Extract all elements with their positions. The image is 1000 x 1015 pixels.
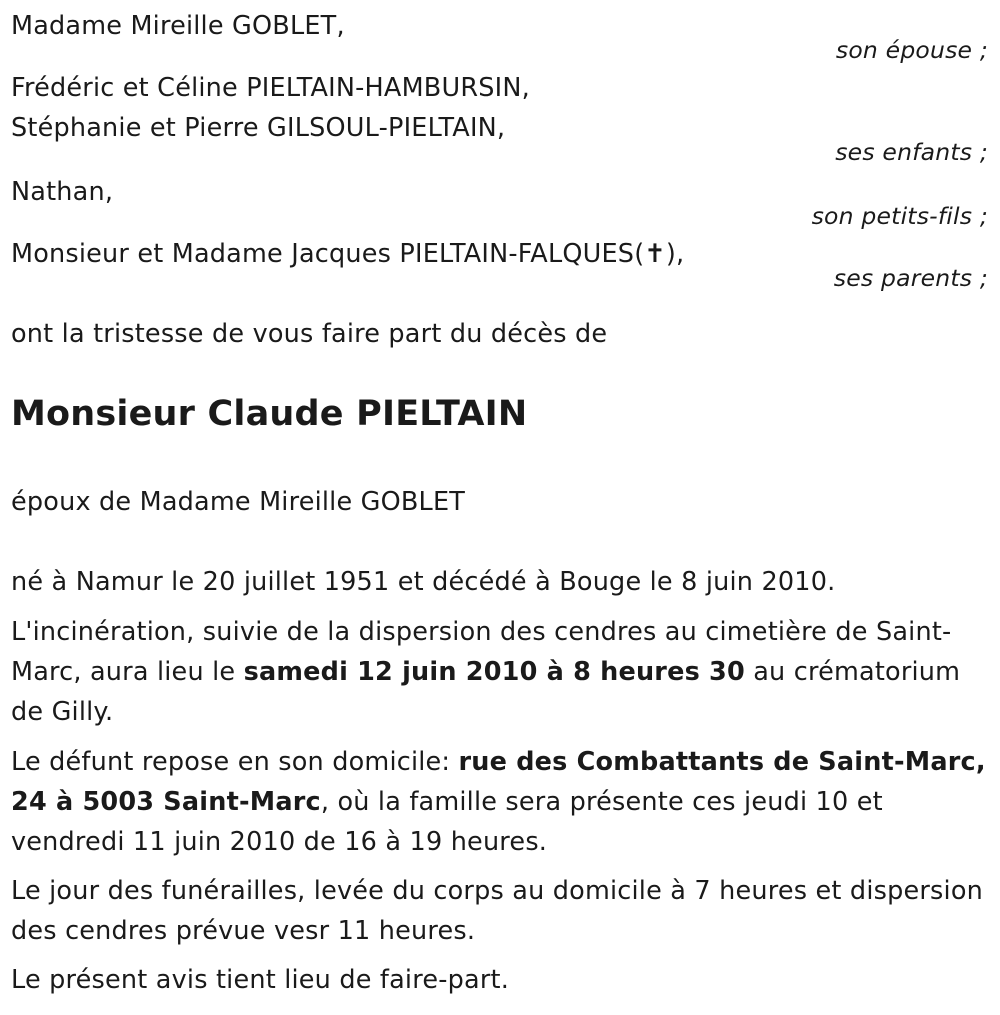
funeral-day-paragraph: Le jour des funérailles, levée du corps au domicile à 7 heures et dispersion des cendres prévue vesr 11 heures. bbox=[11, 876, 983, 946]
cremation-text-before: L'incinération, suivie de la dispersion des cendres au cimetière de Saint-Marc, aura lieu le bbox=[11, 617, 952, 687]
birth-death-text: né à Namur le 20 juillet 1951 et décédé à Bouge le 8 juin 2010. bbox=[11, 567, 836, 597]
repose-text-before: Le défunt repose en son domicile: bbox=[11, 747, 459, 777]
cremation-paragraph bbox=[11, 612, 996, 732]
parents-name: Monsieur et Madame Jacques PIELTAIN-FALQUES(✝), bbox=[11, 239, 685, 269]
spouse-of-text: époux de Madame Mireille GOBLET bbox=[11, 487, 466, 517]
child-name-2: Stéphanie et Pierre GILSOUL-PIELTAIN, bbox=[11, 113, 506, 143]
spouse-role: son épouse ; bbox=[835, 36, 988, 64]
children-role: ses enfants ; bbox=[835, 138, 988, 166]
child-name-1: Frédéric et Céline PIELTAIN-HAMBURSIN, bbox=[11, 73, 530, 103]
repose-address: rue des Combattants de Saint-Marc, 24 à 5003 Saint-Marc bbox=[11, 747, 986, 817]
repose-paragraph bbox=[11, 742, 996, 862]
cremation-date-time: samedi 12 juin 2010 à 8 heures 30 bbox=[243, 657, 745, 687]
grandchild-name: Nathan, bbox=[11, 177, 114, 207]
closing-text: Le présent avis tient lieu de faire-part. bbox=[11, 965, 510, 995]
announcement-text: ont la tristesse de vous faire part du décès de bbox=[11, 319, 608, 349]
spouse-name: Madame Mireille GOBLET, bbox=[11, 11, 345, 41]
cremation-text-after: au crématorium de Gilly. bbox=[11, 657, 961, 727]
deceased-name: Monsieur Claude PIELTAIN bbox=[11, 394, 528, 434]
parents-role: ses parents ; bbox=[833, 264, 988, 292]
repose-text-after: , où la famille sera présente ces jeudi 10 et vendredi 11 juin 2010 de 16 à 19 heures. bbox=[11, 787, 883, 857]
grandchild-role: son petits-fils ; bbox=[811, 202, 988, 230]
